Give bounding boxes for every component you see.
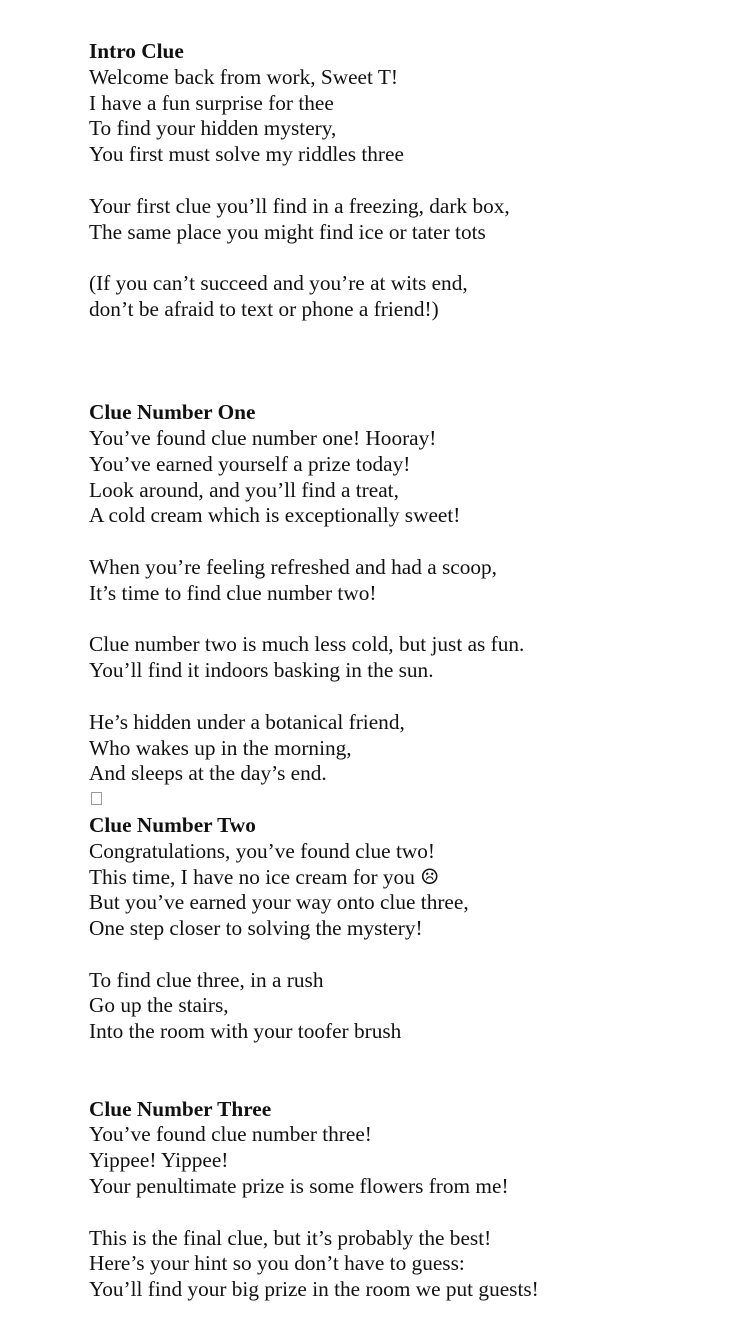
poem-line: Who wakes up in the morning,	[89, 735, 352, 760]
poem-line: Go up the stairs,	[89, 993, 229, 1018]
poem-line: Your first clue you’ll find in a freezing, dark box,	[89, 193, 510, 218]
poem-line: Welcome back from work, Sweet T!	[89, 64, 398, 89]
poem-line: Yippee! Yippee!	[89, 1148, 229, 1173]
poem-line: I have a fun surprise for thee	[89, 90, 334, 115]
poem-line: You’ve earned yourself a prize today!	[89, 451, 411, 476]
clue-one-heading: Clue Number One	[89, 400, 256, 425]
poem-line: You’ll find it indoors basking in the sun.	[89, 658, 434, 683]
section-gap	[89, 1045, 729, 1097]
poem-line: Clue number two is much less cold, but just as fun.	[89, 632, 525, 657]
missing-glyph-box-icon	[91, 792, 102, 805]
poem-line: don’t be afraid to text or phone a friend!)	[89, 296, 439, 321]
clue-three-section	[89, 1097, 729, 1303]
poem-line: Look around, and you’ll find a treat,	[89, 477, 399, 502]
poem-line: You’ve found clue number one! Hooray!	[89, 425, 437, 450]
missing-image-placeholder	[89, 787, 729, 813]
stanza-gap	[89, 245, 729, 271]
poem-line: Congratulations, you’ve found clue two!	[89, 838, 436, 863]
stanza-gap	[89, 684, 729, 710]
poem-line: You’ll find your big prize in the room we put guests!	[89, 1277, 539, 1302]
poem-line: This time, I have no ice cream for you ☹	[89, 864, 440, 889]
stanza-gap	[89, 1200, 729, 1226]
intro-clue-section	[89, 39, 729, 323]
clue-three-heading: Clue Number Three	[89, 1096, 272, 1121]
stanza-gap	[89, 529, 729, 555]
poem-line: It’s time to find clue number two!	[89, 580, 377, 605]
poem-line: You’ve found clue number three!	[89, 1122, 372, 1147]
poem-line: But you’ve earned your way onto clue three,	[89, 890, 469, 915]
clue-two-section	[89, 813, 729, 1045]
document-page	[89, 39, 729, 1303]
clue-one-section	[89, 400, 729, 787]
poem-line: When you’re feeling refreshed and had a scoop,	[89, 554, 498, 579]
poem-line: You first must solve my riddles three	[89, 142, 404, 167]
stanza-gap	[89, 168, 729, 194]
poem-line: One step closer to solving the mystery!	[89, 916, 423, 941]
stanza-gap	[89, 607, 729, 633]
poem-line: To find your hidden mystery,	[89, 116, 337, 141]
section-gap	[89, 323, 729, 400]
poem-line: He’s hidden under a botanical friend,	[89, 709, 405, 734]
stanza-gap	[89, 942, 729, 968]
intro-clue-heading: Intro Clue	[89, 39, 184, 63]
poem-line: A cold cream which is exceptionally sweet!	[89, 503, 461, 528]
poem-line: To find clue three, in a rush	[89, 967, 324, 992]
poem-line: The same place you might find ice or tater tots	[89, 219, 486, 244]
poem-line: Here’s your hint so you don’t have to guess:	[89, 1251, 465, 1276]
poem-line: (If you can’t succeed and you’re at wits end,	[89, 271, 468, 296]
poem-line: This is the final clue, but it’s probably the best!	[89, 1225, 492, 1250]
poem-line: And sleeps at the day’s end.	[89, 761, 327, 786]
clue-two-heading: Clue Number Two	[89, 812, 256, 837]
poem-line: Your penultimate prize is some flowers from me!	[89, 1174, 509, 1199]
poem-line: Into the room with your toofer brush	[89, 1019, 402, 1044]
